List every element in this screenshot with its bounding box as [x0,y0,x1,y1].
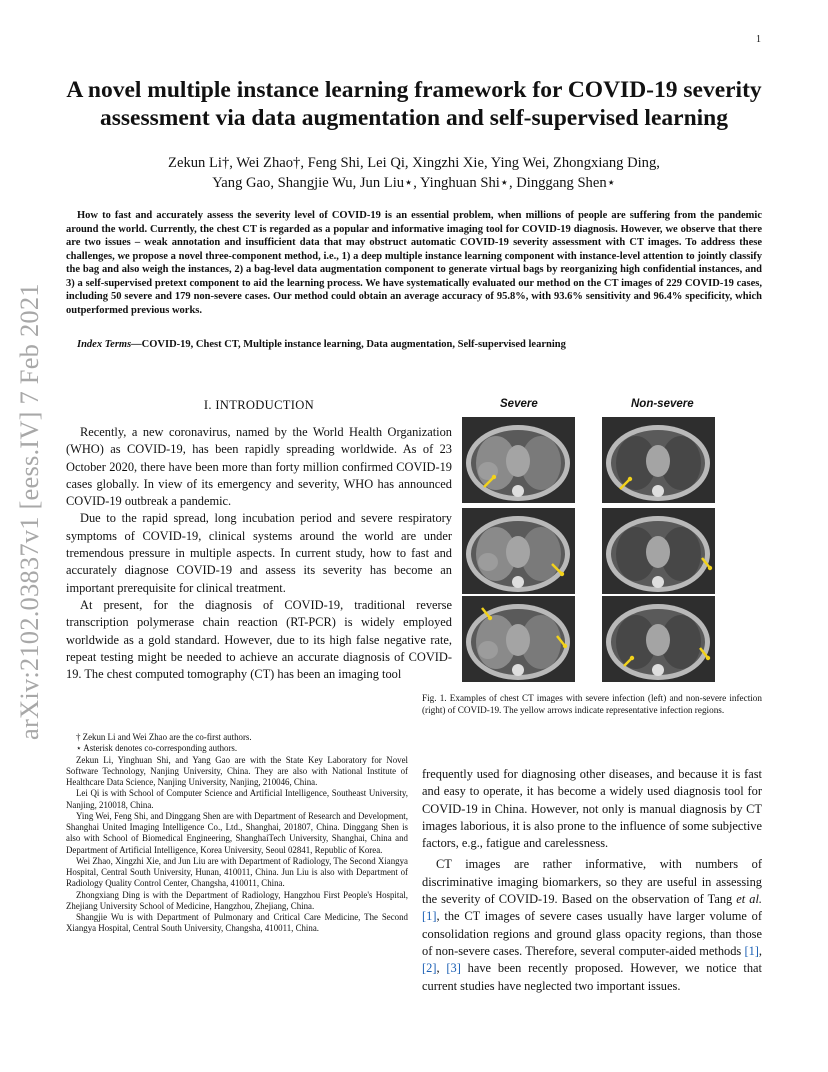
index-terms-label: Index Terms [77,339,132,350]
authors-line-1: Zekun Li†, Wei Zhao†, Feng Shi, Lei Qi, Xingzhi Xie, Ying Wei, Zhongxiang Ding, [168,155,660,171]
arxiv-stamp: arXiv:2102.03837v1 [eess.IV] 7 Feb 2021 [14,283,44,740]
footnote: Zekun Li, Yinghuan Shi, and Yang Gao are with the State Key Laboratory for Novel Software Technology, Nanjing University, China. They are also with National Institute of Healthcare Data Science, Nanjing University, Nanjing, 210046, China. [66,754,408,787]
paper-title [52,76,776,132]
ct-scan-image [602,417,715,503]
intro-paragraph: At present, for the diagnosis of COVID-19, traditional reverse transcription polymerase chain reaction (RT-PCR) is widely employed worldwide as a gold standard. However, due to its high false negative rate, repeat testing might be needed to achieve an accurate diagnosis of COVID-19. The chest computed tomography (CT) has been an imaging tool [66,597,452,682]
author-list [52,153,776,193]
text-run: , [436,961,447,976]
ct-scan-image [462,508,575,594]
title-line-1: A novel multiple instance learning framework for COVID-19 severity [66,77,762,103]
footnote: Shangjie Wu is with Department of Pulmonary and Critical Care Medicine, The Second Xiangya Hospital, Central South University, Changsha, 410011, China. [66,912,408,934]
abstract: How to fast and accurately assess the severity level of COVID-19 is an essential problem, when millions of people are suffering from the pandemic around the world. Currently, the chest CT is regarded as a popular and informative imaging tool for COVID-19 diagnosis. However, we observe that there are two issues – weak annotation and insufficient data that may obstruct automatic COVID-19 severity assessment with CT images. To address these challenges, we propose a novel three-component method, i.e., 1) a deep multiple instance learning component with instance-level attention to jointly classify the bag and also weigh the instances, 2) a bag-level data augmentation component to generate virtual bags by reorganizing high confidential instances, and 3) a self-supervised pretext component to aid the learning process. We have systematically evaluated our method on the CT images of 229 COVID-19 cases, including 50 severe and 179 non-severe cases. Our method could obtain an average accuracy of 95.8%, with 93.6% sensitivity and 96.4% specificity, which outperformed previous works. [66,210,762,316]
footnote: Wei Zhao, Xingzhi Xie, and Jun Liu are with Department of Radiology, The Second Xiangya Hospital, Central South University, Hunan, 410011, China. Jun Liu is also with Department of Radiology Quality Control Center, Changsha, 410011, China. [66,855,408,889]
text-run: , [758,943,762,958]
text-run: et al. [736,892,762,907]
text-run: have been recently proposed. However, we notice that current studies have neglected two important issues. [422,961,762,993]
label-non-severe: Non-severe [631,398,694,410]
citation-link[interactable]: [2] [422,961,437,976]
ct-scan-image [462,417,575,503]
intro-paragraph-continued: frequently used for diagnosing other diseases, and because it is fast and easy to operate, it has become a widely used diagnosis tool for COVID-19 in China. However, not only is manual diagnosis by CT images laborious, it is also prone to the influence of some subjective factors, e.g., fatigue and carelessness. [422,767,762,851]
citation-link[interactable]: [1] [744,943,759,958]
footnote: Lei Qi is with School of Computer Science and Artificial Intelligence, Southeast University, Nanjing, 210018, China. [66,788,408,810]
index-terms-list: —COVID-19, Chest CT, Multiple instance learning, Data augmentation, Self-supervised learning [131,339,566,350]
title-line-2: assessment via data augmentation and self-supervised learning [99,105,728,131]
intro-left-column [66,424,452,683]
intro-right-column [422,766,762,995]
ct-scan-image [462,596,575,682]
footnote: Zhongxiang Ding is with the Department of Radiology, Hangzhou First People's Hospital, Zhejiang University School of Medicine, Hangzhou, Zhejiang, China. [66,889,408,911]
page-number: 1 [756,34,761,45]
figure-1 [422,398,762,698]
index-terms [66,338,762,352]
authors-line-2: Yang Gao, Shangjie Wu, Jun Liu⋆, Yinghuan Shi⋆, Dinggang Shen⋆ [212,175,616,191]
intro-paragraph [422,856,762,994]
text-run: , the CT images of severe cases usually have larger volume of consolidation regions and ground glass opacity regions, than those of non-severe cases. Therefore, several computer-aided methods [422,909,762,958]
footnote: Ying Wei, Feng Shi, and Dinggang Shen are with Department of Research and Development, Shanghai United Imaging Intelligence Co., Ltd., Shanghai, 201807, China. Dinggang Shen is also with School of Biomedical Engineering, ShanghaiTech University, Shanghai, China and Department of Artificial Intelligence, Korea University, Seoul 02841, Republic of Korea. [66,810,408,855]
ct-scan-image [602,596,715,682]
ct-scan-image [602,508,715,594]
label-severe: Severe [500,398,538,410]
intro-paragraph: Due to the rapid spread, long incubation period and severe respiratory symptoms of COVID-19, clinical systems around the world are under tremendous pressure in multiple aspects. In current study, how to fast and accurately diagnose COVID-19 and assess its severity has become an important prerequisite for clinical treatment. [66,511,452,595]
citation-link[interactable]: [3] [446,961,461,976]
footnote: ⋆ Asterisk denotes co-corresponding authors. [76,743,238,754]
footnote: † Zekun Li and Wei Zhao are the co-first authors. [76,732,252,742]
intro-paragraph: Recently, a new coronavirus, named by the World Health Organization (WHO) as COVID-19, has been rapidly spreading worldwide. As of 23 October 2020, there have been more than forty million confirmed COVID-19 cases globally. In view of its emergency and severity, WHO has announced COVID-19 outbreak a pandemic. [66,425,452,509]
footnotes [66,732,408,935]
text-run: CT images are rather informative, with numbers of discriminative imaging biomarkers, so they are useful in assessing the severity of COVID-19. Based on the observation of Tang [422,857,762,907]
section-heading-introduction: I. INTRODUCTION [203,398,315,412]
citation-link[interactable]: [1] [422,909,437,924]
figure-caption: Fig. 1. Examples of chest CT images with severe infection (left) and non-severe infection (right) of COVID-19. The yellow arrows indicate representative infection regions. [422,693,762,715]
